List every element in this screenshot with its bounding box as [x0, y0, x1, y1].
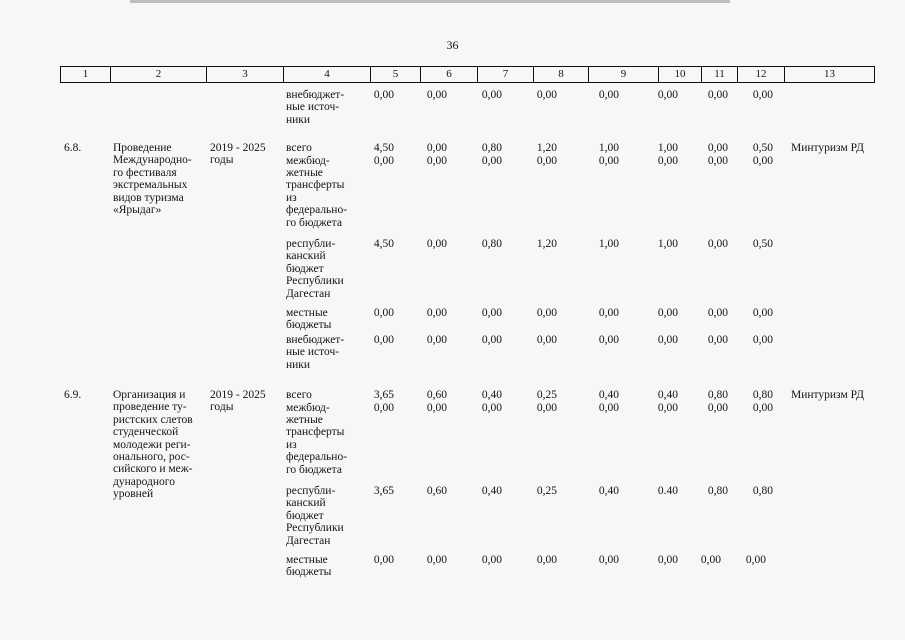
col-header-2: 2	[110, 67, 206, 82]
row-6-9-local-label: местные бюджеты	[286, 554, 332, 579]
continuation-source-label: внебюджет- ные источ- ники	[286, 89, 345, 126]
row-6-9-years: 2019 - 2025 годы	[210, 389, 266, 414]
col-header-7: 7	[477, 67, 533, 82]
col-header-8: 8	[533, 67, 588, 82]
col-header-5: 5	[370, 67, 420, 82]
col-header-12: 12	[737, 67, 784, 82]
row-6-8-number: 6.8.	[64, 142, 82, 154]
row-6-8-federal-label: межбюд- жетные трансферты из федерально- го бюджета	[286, 154, 348, 229]
row-6-8-total-label: всего	[286, 142, 312, 154]
row-6-8-responsible: Минтуризм РД	[791, 142, 864, 154]
col-header-13: 13	[784, 67, 874, 82]
row-6-8-extrabudget-label: внебюджет- ные источ- ники	[286, 334, 345, 371]
row-6-9-republic-label: республи- канский бюджет Республики Дагестан	[286, 485, 344, 547]
col-header-11: 11	[701, 67, 737, 82]
row-6-9-number: 6.9.	[64, 389, 82, 401]
row-6-9-responsible: Минтуризм РД	[791, 389, 864, 401]
row-6-8-local-label: местные бюджеты	[286, 307, 332, 332]
col-header-3: 3	[206, 67, 283, 82]
col-header-6: 6	[420, 67, 477, 82]
col-header-4: 4	[283, 67, 370, 82]
row-6-8-name: Проведение Международно- го фестиваля экстремальных видов туризма «Ярыдаг»	[113, 142, 192, 217]
row-6-9-federal-label: межбюд- жетные трансферты из федерально- го бюджета	[286, 401, 348, 476]
column-header-row	[60, 66, 875, 83]
page-number: 36	[446, 38, 459, 52]
row-6-9-name: Организация и проведение ту- ристских слетов студенческой молодежи реги- онального, рос- сийского и меж- дународного уровней	[113, 389, 193, 501]
row-6-8-years: 2019 - 2025 годы	[210, 142, 266, 167]
col-header-10: 10	[658, 67, 701, 82]
row-6-8-republic-label: республи- канский бюджет Республики Дагестан	[286, 238, 344, 300]
col-header-1: 1	[82, 68, 89, 80]
col-header-9: 9	[588, 67, 658, 82]
scan-edge	[130, 0, 730, 3]
row-6-9-total-label: всего	[286, 389, 312, 401]
